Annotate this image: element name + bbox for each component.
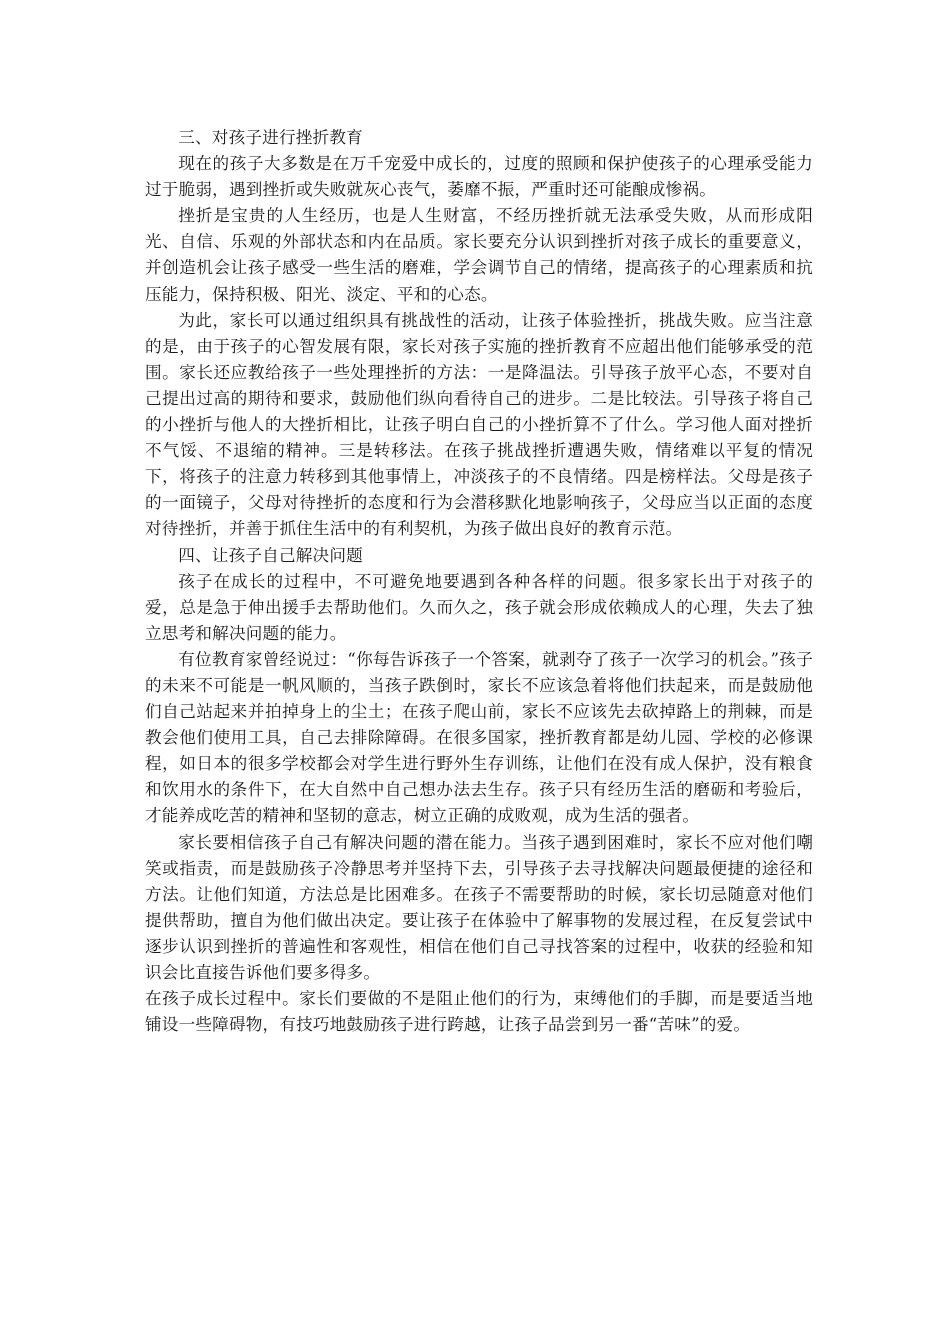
paragraph: 挫折是宝贵的人生经历，也是人生财富，不经历挫折就无法承受失败，从而形成阳光、自信、乐观的外部状态和内在品质。家长要充分认识到挫折对孩子成长的重要意义，并创造机会让孩子感受一些生活的磨难，学会调节自己的情绪，提高孩子的心理素质和抗压能力，保持积极、阳光、淡定、平和的心态。 [145, 206, 813, 304]
paragraph: 家长要相信孩子自己有解决问题的潜在能力。当孩子遇到困难时，家长不应对他们嘲笑或指责，而是鼓励孩子冷静思考并坚持下去，引导孩子去寻找解决问题最便捷的途径和方法。让他们知道，方法总是比困难多。在孩子不需要帮助的时候，家长切忌随意对他们提供帮助，擅自为他们做出决定。要让孩子在体验中了解事物的发展过程，在反复尝试中逐步认识到挫折的普遍性和客观性，相信在他们自己寻找答案的过程中，收获的经验和知识会比直接告诉他们要多得多。 [145, 832, 813, 982]
paragraph: 为此，家长可以通过组织具有挑战性的活动，让孩子体验挫折，挑战失败。应当注意的是，由于孩子的心智发展有限，家长对孩子实施的挫折教育不应超出他们能够承受的范围。家长还应教给孩子一些处理挫折的方法：一是降温法。引导孩子放平心态，不要对自己提出过高的期待和要求，鼓励他们纵向看待自己的进步。二是比较法。引导孩子将自己的小挫折与他人的大挫折相比，让孩子明白自己的小挫折算不了什么。学习他人面对挫折不气馁、不退缩的精神。三是转移法。在孩子挑战挫折遭遇失败，情绪难以平复的情况下，将孩子的注意力转移到其他事情上，冲淡孩子的不良情绪。四是榜样法。父母是孩子的一面镜子，父母对待挫折的态度和行为会潜移默化地影响孩子，父母应当以正面的态度对待挫折，并善于抓住生活中的有利契机，为孩子做出良好的教育示范。 [145, 310, 813, 539]
paragraph: 有位教育家曾经说过：“你每告诉孩子一个答案，就剥夺了孩子一次学习的机会。”孩子的未来不可能是一帆风顺的，当孩子跌倒时，家长不应该急着将他们扶起来，而是鼓励他们自己站起来并拍掉身上的尘土；在孩子爬山前，家长不应该先去砍掉路上的荆棘，而是教会他们使用工具，自己去排除障碍。在很多国家，挫折教育都是幼儿园、学校的必修课程，如日本的很多学校都会对学生进行野外生存训练，让他们在没有成人保护，没有粮食和饮用水的条件下，在大自然中自己想办法去生存。孩子只有经历生活的磨砺和考验后，才能养成吃苦的精神和坚韧的意志，树立正确的成败观，成为生活的强者。 [145, 649, 813, 826]
paragraph: 孩子在成长的过程中，不可避免地要遇到各种各样的问题。很多家长出于对孩子的爱，总是急于伸出援手去帮助他们。久而久之，孩子就会形成依赖成人的心理，失去了独立思考和解决问题的能力。 [145, 571, 813, 643]
section-heading-3: 三、对孩子进行挫折教育 [178, 128, 363, 147]
document-body [145, 125, 813, 1038]
closing-paragraph: 在孩子成长过程中。家长们要做的不是阻止他们的行为，束缚他们的手脚，而是要适当地铺设一些障碍物，有技巧地鼓励孩子进行跨越，让孩子品尝到另一番“苦味”的爱。 [145, 989, 813, 1035]
section-heading-4: 四、让孩子自己解决问题 [178, 545, 363, 565]
paragraph: 现在的孩子大多数是在万千宠爱中成长的，过度的照顾和保护使孩子的心理承受能力过于脆弱，遇到挫折或失败就灰心丧气，萎靡不振，严重时还可能酿成惨祸。 [145, 154, 813, 200]
